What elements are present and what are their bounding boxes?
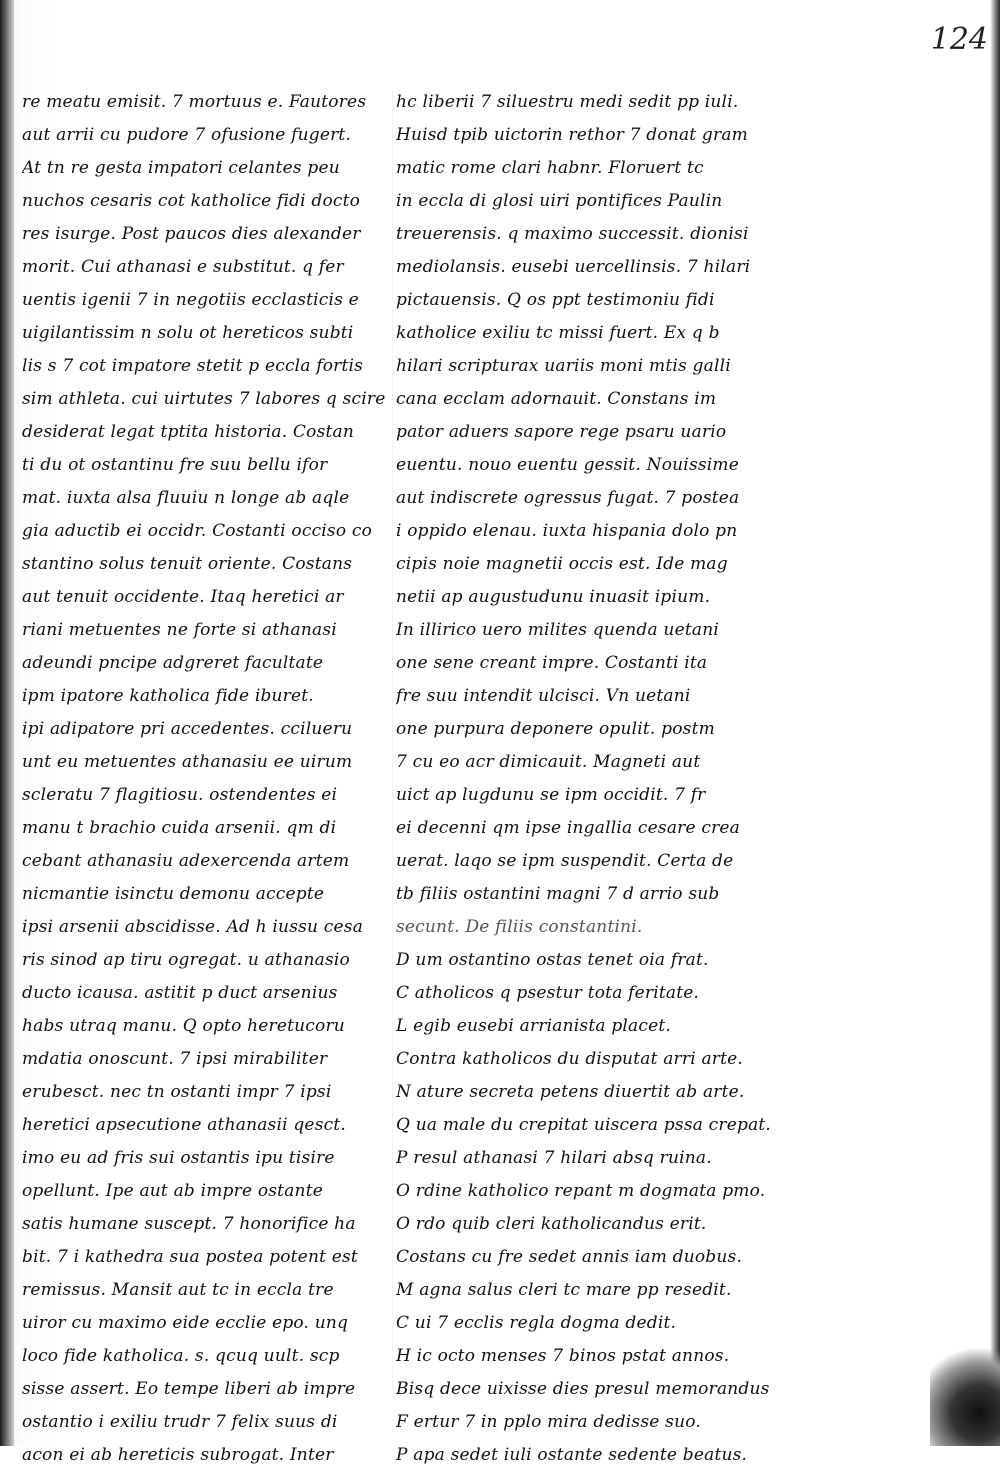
right-column-line: one purpura deponere opulit. postm	[396, 719, 715, 739]
left-column-line: uiror cu maximo eide ecclie epo. unq	[22, 1313, 349, 1333]
left-page-edge	[0, 0, 14, 1446]
corner-ink-blot	[930, 1336, 1000, 1446]
left-column-line: ipm ipatore katholica fide iburet.	[22, 686, 314, 706]
right-column-line: C atholicos q psestur tota feritate.	[396, 983, 700, 1003]
left-column-line: uigilantissim n solu ot hereticos subti	[22, 323, 354, 343]
left-column-line: opellunt. Ipe aut ab impre ostante	[22, 1181, 323, 1201]
right-column-line: cipis noie magnetii occis est. Ide mag	[396, 554, 728, 574]
right-column-line: Q ua male du crepitat uiscera pssa crepat.	[396, 1115, 772, 1135]
right-column-line: ei decenni qm ipse ingallia cesare crea	[396, 818, 741, 838]
left-column-line: satis humane suscept. 7 honorifice ha	[22, 1214, 356, 1234]
left-column-line: ipi adipatore pri accedentes. ccilueru	[22, 719, 353, 739]
left-column-line: nicmantie isinctu demonu accepte	[22, 884, 325, 904]
right-column-line: Huisd tpib uictorin rethor 7 donat gram	[396, 125, 749, 145]
left-column-line: bit. 7 i kathedra sua postea potent est	[22, 1247, 358, 1267]
right-column-line: tb filiis ostantini magni 7 d arrio sub	[396, 884, 720, 904]
right-column-line: fre suu intendit ulcisci. Vn uetani	[396, 686, 691, 706]
left-column-line: erubesct. nec tn ostanti impr 7 ipsi	[22, 1082, 332, 1102]
left-column-line: loco fide katholica. s. qcuq uult. scp	[22, 1346, 340, 1366]
right-column-line: cana ecclam adornauit. Constans im	[396, 389, 717, 409]
left-text-column	[22, 86, 386, 1472]
left-column-line: ti du ot ostantinu fre suu bellu ifor	[22, 455, 328, 475]
right-column-line: pictauensis. Q os ppt testimoniu fidi	[396, 290, 715, 310]
right-column-line: D um ostantino ostas tenet oia frat.	[396, 950, 709, 970]
left-column-line: At tn re gesta impatori celantes peu	[22, 158, 340, 178]
right-column-line: In illirico uero milites quenda uetani	[396, 620, 719, 640]
right-column-line: 7 cu eo acr dimicauit. Magneti aut	[396, 752, 701, 772]
right-column-line: Contra katholicos du disputat arri arte.	[396, 1049, 743, 1069]
left-column-line: habs utraq manu. Q opto heretucoru	[22, 1016, 345, 1036]
left-column-line: adeundi pncipe adgreret facultate	[22, 653, 324, 673]
left-column-line: ostantio i exiliu trudr 7 felix suus di	[22, 1412, 338, 1432]
right-page-edge	[990, 0, 1000, 1446]
left-column-line: aut tenuit occidente. Itaq heretici ar	[22, 587, 344, 607]
left-column-line: riani metuentes ne forte si athanasi	[22, 620, 337, 640]
right-column-line: one sene creant impre. Costanti ita	[396, 653, 708, 673]
right-text-column	[396, 86, 816, 1472]
right-column-line: P resul athanasi 7 hilari absq ruina.	[396, 1148, 712, 1168]
left-column-line: mat. iuxta alsa fluuiu n longe ab aqle	[22, 488, 350, 508]
left-column-line: heretici apsecutione athanasii qesct.	[22, 1115, 346, 1135]
right-column-line: mediolansis. eusebi uercellinsis. 7 hilari	[396, 257, 751, 277]
left-column-line: lis s 7 cot impatore stetit p eccla fortis	[22, 356, 364, 376]
right-column-line: matic rome clari habnr. Floruert tc	[396, 158, 704, 178]
right-column-line: M agna salus cleri tc mare pp resedit.	[396, 1280, 732, 1300]
right-column-line: katholice exiliu tc missi fuert. Ex q b	[396, 323, 720, 343]
left-column-line: nuchos cesaris cot katholice fidi docto	[22, 191, 361, 211]
right-column-line: O rdine katholico repant m dogmata pmo.	[396, 1181, 766, 1201]
right-column-line: in eccla di glosi uiri pontifices Paulin	[396, 191, 723, 211]
left-column-line: unt eu metuentes athanasiu ee uirum	[22, 752, 353, 772]
left-column-line: stantino solus tenuit oriente. Costans	[22, 554, 353, 574]
right-column-line: uerat. laqo se ipm suspendit. Certa de	[396, 851, 734, 871]
left-column-line: morit. Cui athanasi e substitut. q fer	[22, 257, 344, 277]
left-column-line: manu t brachio cuida arsenii. qm di	[22, 818, 337, 838]
folio-number: 124	[930, 22, 988, 57]
right-column-line: O rdo quib cleri katholicandus erit.	[396, 1214, 707, 1234]
right-column-line: secunt. De filiis constantini.	[396, 917, 643, 937]
right-column-line: L egib eusebi arrianista placet.	[396, 1016, 671, 1036]
right-column-line: hilari scripturax uariis moni mtis galli	[396, 356, 731, 376]
left-column-line: uentis igenii 7 in negotiis ecclasticis e	[22, 290, 359, 310]
right-column-line: N ature secreta petens diuertit ab arte.	[396, 1082, 745, 1102]
right-column-line: uict ap lugdunu se ipm occidit. 7 fr	[396, 785, 706, 805]
left-column-line: re meatu emisit. 7 mortuus e. Fautores	[22, 92, 367, 112]
left-column-line: ducto icausa. astitit p duct arsenius	[22, 983, 338, 1003]
left-column-line: acon ei ab hereticis subrogat. Inter	[22, 1445, 334, 1465]
right-column-line: aut indiscrete ogressus fugat. 7 postea	[396, 488, 740, 508]
left-column-line: imo eu ad fris sui ostantis ipu tisire	[22, 1148, 335, 1168]
right-column-line: C ui 7 ecclis regla dogma dedit.	[396, 1313, 677, 1333]
left-column-line: ipsi arsenii abscidisse. Ad h iussu cesa	[22, 917, 364, 937]
left-column-line: desiderat legat tptita historia. Costan	[22, 422, 355, 442]
right-column-line: H ic octo menses 7 binos pstat annos.	[396, 1346, 730, 1366]
column-ruling	[392, 90, 393, 1390]
left-column-line: mdatia onoscunt. 7 ipsi mirabiliter	[22, 1049, 328, 1069]
right-column-line: euentu. nouo euentu gessit. Nouissime	[396, 455, 740, 475]
right-column-line: treuerensis. q maximo successit. dionisi	[396, 224, 749, 244]
left-column-line: sisse assert. Eo tempe liberi ab impre	[22, 1379, 356, 1399]
right-column-line: netii ap augustudunu inuasit ipium.	[396, 587, 711, 607]
right-column-line: Costans cu fre sedet annis iam duobus.	[396, 1247, 743, 1267]
right-column-line: P apa sedet iuli ostante sedente beatus.	[396, 1445, 748, 1465]
left-column-line: gia aductib ei occidr. Costanti occiso co	[22, 521, 373, 541]
right-column-line: pator aduers sapore rege psaru uario	[396, 422, 727, 442]
right-column-line: Bisq dece uixisse dies presul memorandus	[396, 1379, 770, 1399]
left-column-line: scleratu 7 flagitiosu. ostendentes ei	[22, 785, 338, 805]
right-column-line: hc liberii 7 siluestru medi sedit pp iuli.	[396, 92, 739, 112]
left-column-line: aut arrii cu pudore 7 ofusione fugert.	[22, 125, 352, 145]
left-column-line: res isurge. Post paucos dies alexander	[22, 224, 361, 244]
left-column-line: sim athleta. cui uirtutes 7 labores q scire	[22, 389, 386, 409]
left-column-line: ris sinod ap tiru ogregat. u athanasio	[22, 950, 350, 970]
left-column-line: remissus. Mansit aut tc in eccla tre	[22, 1280, 334, 1300]
left-column-line: cebant athanasiu adexercenda artem	[22, 851, 350, 871]
right-column-line: i oppido elenau. iuxta hispania dolo pn	[396, 521, 738, 541]
right-column-line: F ertur 7 in pplo mira dedisse suo.	[396, 1412, 701, 1432]
